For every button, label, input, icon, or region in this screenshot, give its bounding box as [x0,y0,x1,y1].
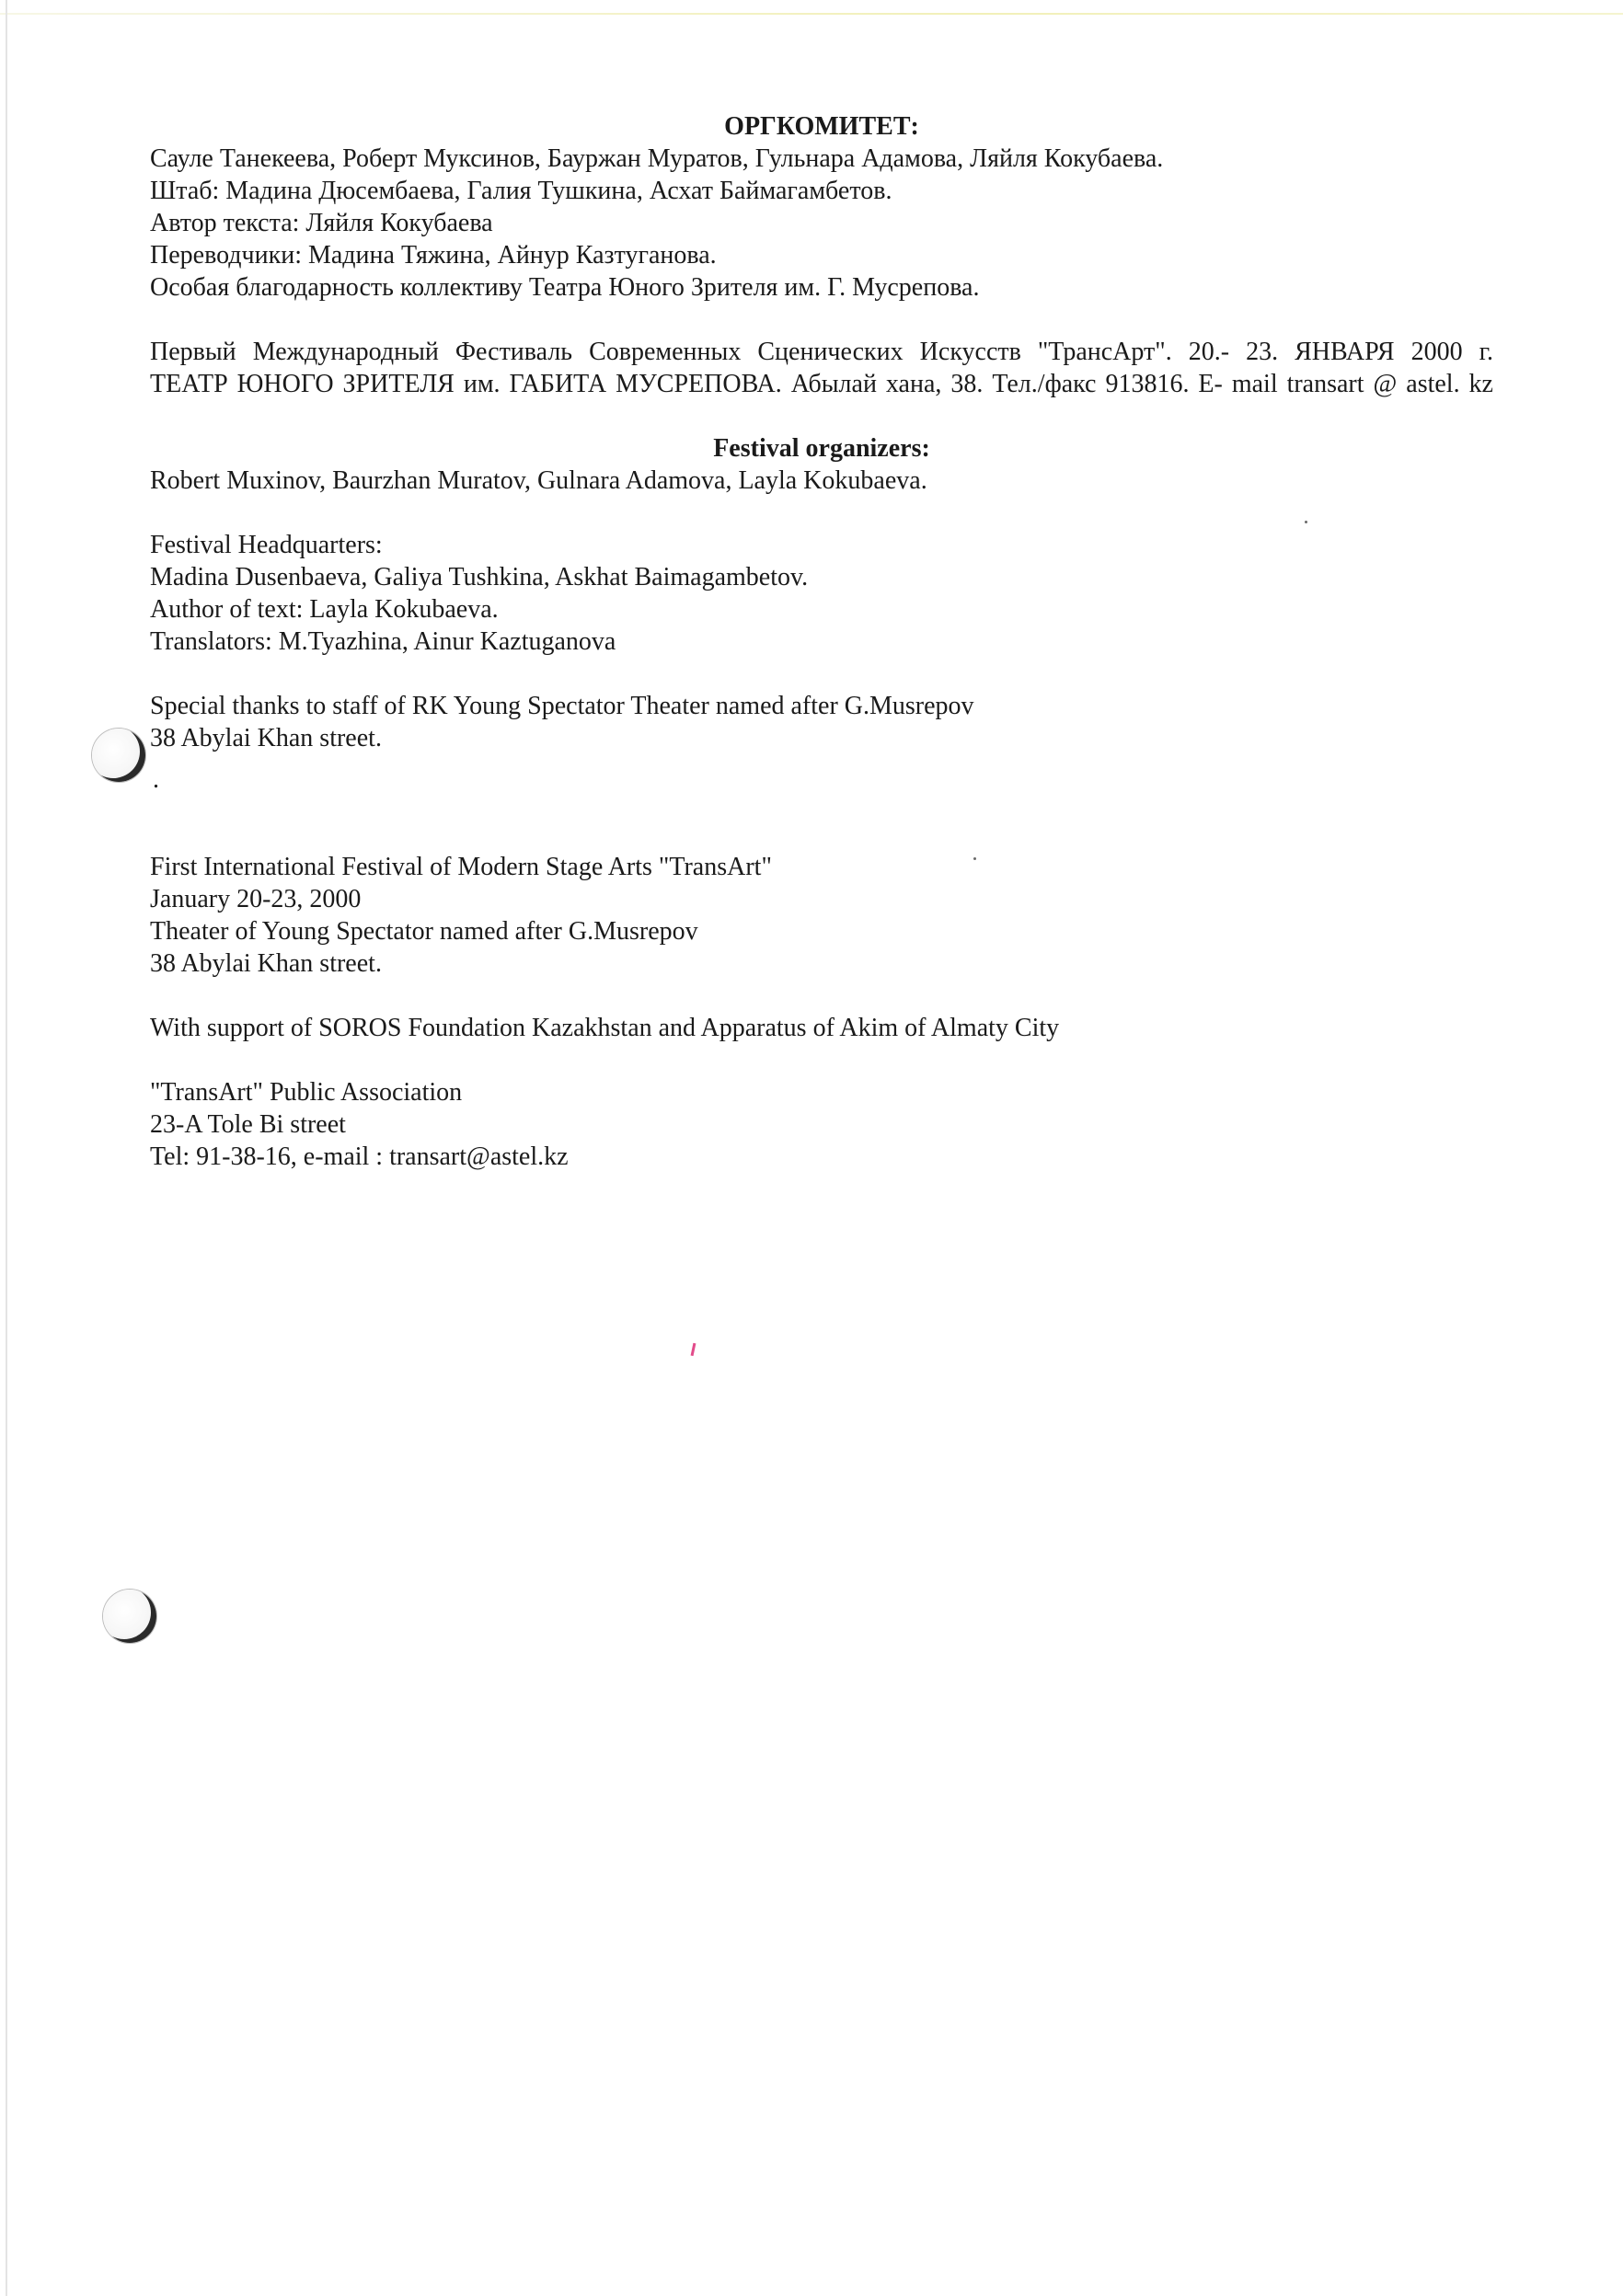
ru-translators: Переводчики: Мадина Тяжина, Айнур Казтуганова. [150,241,717,270]
en-thanks-address: 38 Abylai Khan street. [150,724,382,752]
spacer [150,497,1493,529]
document-body [150,110,1493,1173]
en-translators: Translators: M.Tyazhina, Ainur Kaztuganova [150,627,616,656]
en-association-address: 23-A Tole Bi street [150,1110,346,1139]
en-heading: Festival organizers: [713,434,930,463]
ru-author: Автор текста: Ляйля Кокубаева [150,209,493,237]
en-organizers: Robert Muxinov, Baurzhan Muratov, Gulnara Adamova, Layla Kokubaeva. [150,466,927,495]
en-festival-venue: Theater of Young Spectator named after G.Musrepov [150,917,698,946]
spacer [150,980,1493,1012]
ru-festival-line: Первый Международный Фестиваль Современных Сценических Искусств "ТрансАрт". 20.- 23. ЯНВАРЯ 2000 г. [150,338,1493,366]
en-author: Author of text: Layla Kokubaeva. [150,595,499,624]
en-hq-label: Festival Headquarters: [150,531,383,559]
ru-special-thanks: Особая благодарность коллективу Театра Юного Зрителя им. Г. Мусрепова. [150,273,980,302]
en-hq-names: Madina Dusenbaeva, Galiya Tushkina, Askhat Baimagambetov. [150,563,809,591]
spacer [150,400,1493,432]
en-festival-title: First International Festival of Modern Stage Arts "TransArt" [150,853,772,881]
punch-hole-icon [103,1590,156,1643]
ru-committee-members: Сауле Танекеева, Роберт Муксинов, Бауржан Муратов, Гульнара Адамова, Ляйля Кокубаева. [150,144,1164,173]
russian-section [150,110,1493,400]
punch-hole-icon [92,729,145,782]
en-support: With support of SOROS Foundation Kazakhstan and Apparatus of Akim of Almaty City [150,1014,1060,1042]
en-association-contact: Tel: 91-38-16, e-mail : transart@astel.kz [150,1142,569,1171]
en-festival-dates: January 20-23, 2000 [150,885,362,913]
en-association: "TransArt" Public Association [150,1078,463,1107]
spacer [150,786,1493,851]
ru-headquarters: Штаб: Мадина Дюсембаева, Галия Тушкина, Асхат Баймагамбетов. [150,177,892,205]
ru-theater-line: ТЕАТР ЮНОГО ЗРИТЕЛЯ им. ГАБИТА МУСРЕПОВА. Абылай хана, 38. Тел./факс 913816. E- mail transart @ astel. kz [150,370,1493,398]
english-section [150,432,1493,1173]
stray-dot-line [150,754,1493,794]
stray-dot: . [153,765,159,794]
ru-heading: ОРГКОМИТЕТ: [724,112,919,141]
en-thanks: Special thanks to staff of RK Young Spectator Theater named after G.Musrepov [150,692,974,720]
spacer [150,1044,1493,1076]
spacer [150,658,1493,690]
pen-mark [691,1343,696,1356]
en-festival-address: 38 Abylai Khan street. [150,949,382,978]
paper-top-edge [0,13,1623,15]
spacer [150,304,1493,336]
paper-left-edge [6,0,7,2296]
